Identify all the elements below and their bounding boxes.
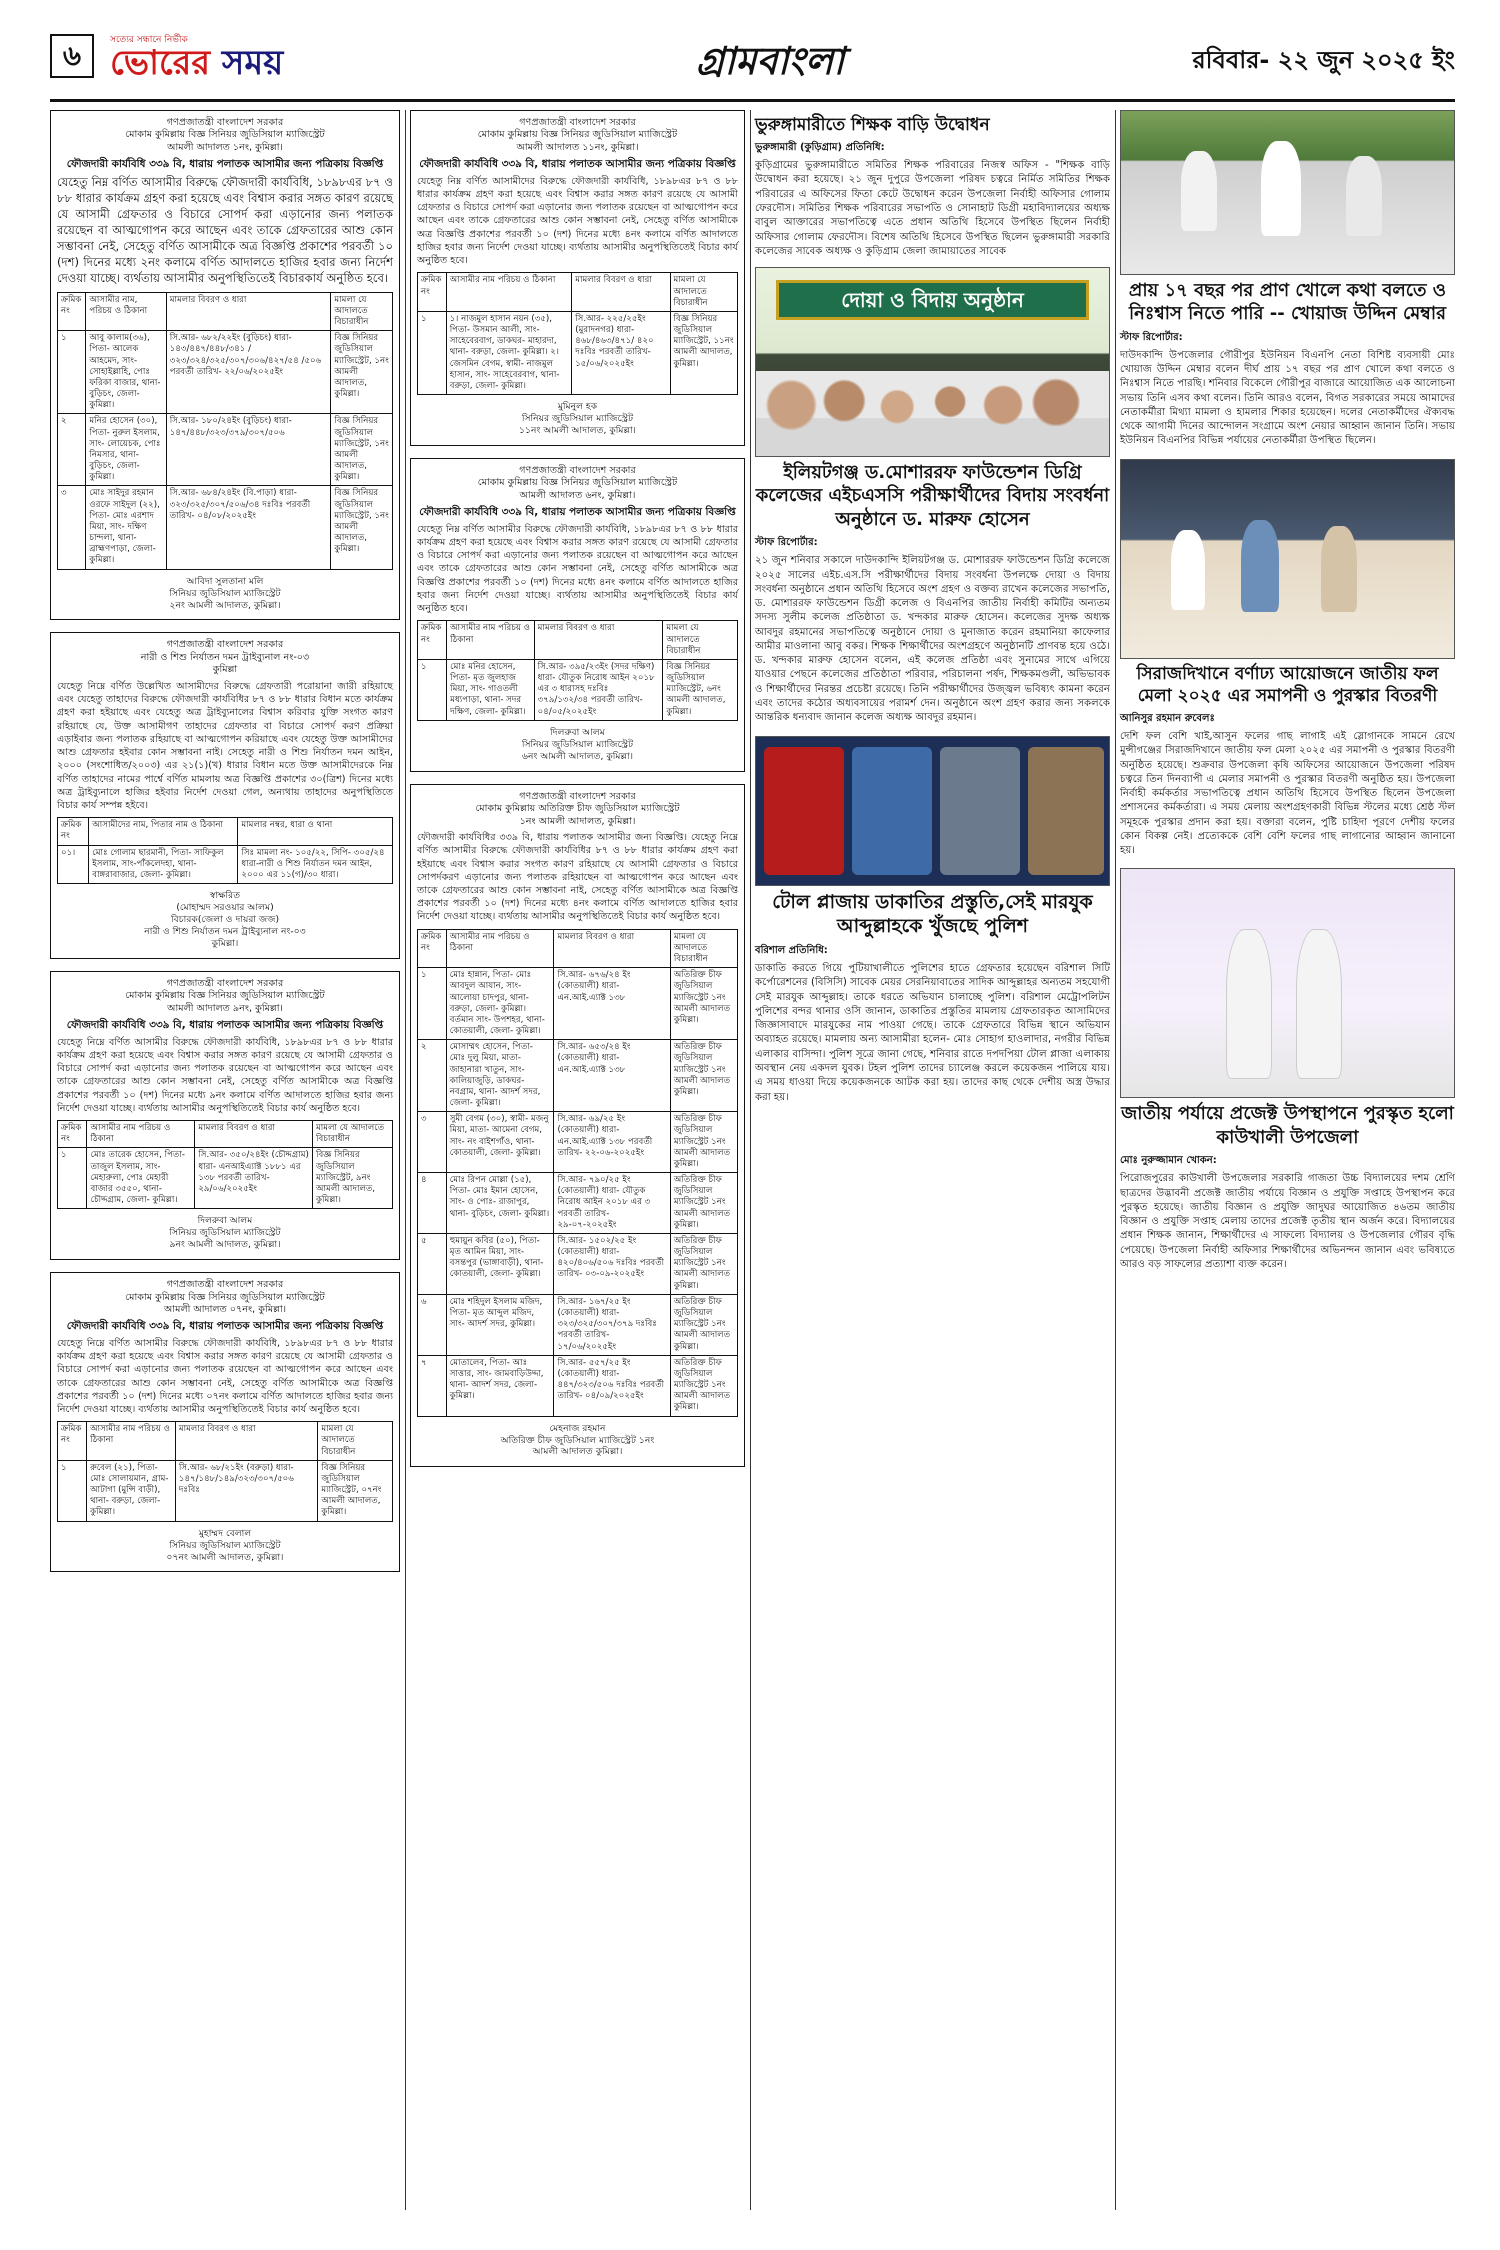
table-cell: মোতালেব, পিতা- আঃ সাত্তার, সাং- জামবাড়িউদ্দা, থানা- আদর্শ সদর, জেলা- কুমিল্লা। bbox=[446, 1355, 554, 1416]
story-body: কুড়িগ্রামের ভুরুঙ্গামারীতে সমিতির শিক্ষক পরিবারের নিজস্ব অফিস - "শিক্ষক বাড়ি উদ্বোধন করা হয়েছে। ২১ জুন দুপুরে উপজেলা পরিষদ চত্বরে নির্মিত সমিতির শিক্ষক পরিবারের এ অফিসের ফিতা কেটে উদ্বোধন করেন উপজেলা নির্বাহী অফিসার গোলাম ফেরদৌস। সমিতির শিক্ষক পরিবারের সভাপতি ও সোনাহাট ডিগ্রী মহাবিদ্যালয়ের অধ্যক্ষ বাবুল আক্তারের সভাপতিত্বে এতে প্রধান অতিথি হিসেবে উপস্থিত ছিলেন নির্বাহী অফিসার গোলাম ফেরদৌস। বিশেষ অতিথি হিসেবে উপস্থিত ছিলেন ভুরুঙ্গামারী সরকারি কলেজের সাবেক অধ্যক্ষ ও কুড়িগ্রাম জেলা জামায়াতের সাবেক bbox=[755, 160, 1110, 257]
notice-header: গণপ্রজাতন্ত্রী বাংলাদেশ সরকার মোকাম কুমিল্লায় বিজ্ঞ সিনিয়র জুডিসিয়াল ম্যাজিস্ট্রেট আমলী আদালত ১১নং, কুমিল্লা। bbox=[477, 117, 678, 153]
masthead bbox=[50, 28, 1455, 102]
person-figure bbox=[1296, 929, 1342, 1079]
legal-notice[interactable] bbox=[410, 784, 745, 1468]
column-divider bbox=[750, 110, 751, 2210]
photo-award-students bbox=[1120, 868, 1455, 1098]
notice-body: যেহেতু নিম্নে বর্ণিত আসামীর বিরুদ্ধে ফৌজদারী কার্যবিধি, ১৮৯৮এর ৮৭ ও ৮৮ ধারার কার্যক্রম গ্রহণ করা হয়েছে এবং বিশ্বাস করার সঙ্গত কারণ রয়েছে যে আসামী গ্রেফতার ও বিচারে সোপর্দ করা এড়ানোর জন্য পলাতক রয়েছেন বা আত্মগোপন করে আছেন এবং তাকে গ্রেফতারের আশু কোন সম্ভাবনা নেই, সেহেতু বর্ণিত আসামীকে অত্র বিজ্ঞপ্তি প্রকাশের পরবর্তী ১০ (দশ) দিনের মধ্যে ০৭নং কলামে বর্ণিত আদালতে হাজির হবার জন্য নির্দেশ দেওয়া যাচ্ছে। ব্যর্থতায় আসামীর অনুপস্থিতিতেই বিচার কার্য অনুষ্ঠিত হবে। bbox=[57, 1337, 393, 1416]
notice-title: ফৌজদারী কার্যবিধি ৩৩৯ বি, ধারায় পলাতক আসামীর জন্য পত্রিকায় বিজ্ঞপ্তি bbox=[419, 158, 736, 171]
table-cell: ১ bbox=[58, 331, 86, 414]
table-cell: ২ bbox=[58, 414, 86, 486]
notice-header: গণপ্রজাতন্ত্রী বাংলাদেশ সরকার মোকাম কুমিল্লায় বিজ্ঞ সিনিয়র জুডিসিয়াল ম্যাজিস্ট্রেট আমলী আদালত ৯নং, কুমিল্লা। bbox=[125, 977, 325, 1014]
table-cell: ১ bbox=[418, 968, 447, 1040]
table-cell: বিজ্ঞ সিনিয়র জুডিসিয়াল ম্যাজিস্ট্রেট, ১১নং আমলী আদালত, কুমিল্লা। bbox=[670, 311, 737, 394]
person-figure bbox=[1171, 530, 1205, 610]
table-cell: হুমায়ুন কবির (৫০), পিতা- মৃত আমিন মিয়া, সাং- বসন্তপুর (ভাঙ্গাবাড়ী), থানা- কোতয়ালী, জেলা- কুমিল্লা। bbox=[446, 1233, 554, 1294]
column-header: আসামীদের নাম, পিতার নাম ও ঠিকানা bbox=[89, 818, 238, 845]
column-header: ক্রমিক নং bbox=[418, 273, 447, 312]
table-row bbox=[58, 486, 393, 569]
notice-body: ফৌজদারী কার্যবিধির ৩৩৯ বি, ধারায় পলাতক আসামীর জন্য বিজ্ঞপ্তি। যেহেতু নিম্নে বর্ণিত আসামীর বিরুদ্ধে ফৌজদারী কার্যবিধির ৮৭ ও ৮৮ ধারার কার্যক্রম গ্রহণ করা হইয়াছে এবং বিশ্বাস করার সংগত কারণ রহিয়াছে যে আসামী গ্রেফতার ও বিচারে সোপর্দকরণ এড়ানোর জন্য পলাতক রহিয়াছেন বা আত্মগোপন করে আছেন এবং তাকে গ্রেফতারের আশু কোন সম্ভাবনা নাই, সেহেতু বর্ণিত আসামীকে অত্র বিজ্ঞপ্তি প্রকাশের পরবর্তী ১০ (দশ) দিনের মধ্যে ৪নং কলামে বর্ণিত আদালতে হাজির হবার নির্দেশ দেওয়া যাচ্ছে। ব্যর্থতায় আসামীর অনুপস্থিতিতেই বিচার কার্য অনুষ্ঠিত হবে। bbox=[417, 832, 738, 923]
notice-title: ফৌজদারী কার্যবিধি ৩৩৯ বি, ধারায় পলাতক আসামীর জন্য পত্রিকায় বিজ্ঞপ্তি bbox=[66, 1019, 384, 1032]
table-header-row bbox=[418, 929, 738, 968]
table-cell: বিজ্ঞ সিনিয়র জুডিসিয়াল ম্যাজিস্ট্রেট, ১নং আমলী আদালত, কুমিল্লা। bbox=[331, 486, 393, 569]
table-cell: ৪ bbox=[418, 1173, 447, 1234]
notice-table bbox=[417, 929, 738, 1417]
story-headline: জাতীয় পর্যায়ে প্রজেক্ট উপস্থাপনে পুরস্কৃত হলো কাউখালী উপজেলা bbox=[1121, 1103, 1454, 1148]
person-figure bbox=[1241, 520, 1279, 612]
story-body: দেশি ফল বেশি খাই,আসুন ফলের গাছ লাগাই এই স্লোগানকে সামনে রেখে মুন্সীগঞ্জের সিরাজদিখানে জাতীয় ফল মেলা ২০২৫ এর সমাপনী ও পুরস্কার বিতরণী অনুষ্ঠিত হয়েছে। শুক্রবার উপজেলা কৃষি অফিসের আয়োজনে উপজেলা পরিষদ চত্বরে তিন দিনব্যাপী এ মেলার সমাপনী ও পুরস্কার বিতরণী অনুষ্ঠিত হয়। উপজেলা নির্বাহী কর্মকর্তার সভাপতিত্বে প্রধান অতিথি হিসেবে উপস্থিত ছিলেন উপজেলা প্রশাসনের কর্মকর্তারা। এ সময় মেলায় অংশগ্রহণকারী বিভিন্ন স্টলের মধ্যে শ্রেষ্ঠ স্টল সমূহকে পুরস্কার প্রদান করা হয়। বক্তারা বলেন, পুষ্টি চাহিদা পূরণে দেশীয় ফলের কোন বিকল্প নেই। প্রত্যেককে বেশি বেশি ফলের গাছ লাগানোর আহ্বান জানানো হয়। bbox=[1120, 730, 1455, 857]
column-header: আসামীর নাম পরিচয় ও ঠিকানা bbox=[87, 1121, 195, 1148]
table-cell: মনির হোসেন (৩০), পিতা- নুরুল ইসলাম, সাং- লোয়েচক, পোঃ নিমসার, থানা- বুড়িচং, জেলা- কুমিল্লা। bbox=[86, 414, 166, 486]
column-header: ক্রমিক নং bbox=[58, 1121, 87, 1148]
table-cell: বিজ্ঞ সিনিয়র জুডিসিয়াল ম্যাজিস্ট্রেট, ০৭নং আমলী আদালত, কুমিল্লা। bbox=[318, 1460, 393, 1521]
logo-name bbox=[110, 44, 283, 82]
table-cell: ১। নাজমুল হাসান নয়ন (৩৫), পিতা- উসমান আলী, সাং- সাহেবেরবাগ, ডাকঘর- মাহারদা, থানা- বরুড়া, জেলা- কুমিল্লা। ২। জেসমিন বেগম, স্বামী- নাজমুল হাসান, সাং- সাহেবেরবাগ, থানা- বরুড়া, জেলা- কুমিল্লা। bbox=[446, 311, 572, 394]
column-header: মামলার নম্বর, ধারা ও থানা bbox=[238, 818, 393, 845]
story-byline: ভুরুঙ্গামারী (কুড়িগ্রাম) প্রতিনিধি: bbox=[755, 142, 885, 154]
legal-notice[interactable] bbox=[50, 971, 400, 1260]
table-cell: সি.আর- ৬৮/২১ইং (বরুড়া) ধারা- ১৪৭/১৪৮/১৪৯/৩২৩/৩০৭/৫০৬ দঃবিঃ bbox=[175, 1460, 318, 1521]
person-figure bbox=[1346, 156, 1382, 236]
table-row bbox=[418, 1112, 738, 1173]
table-row bbox=[58, 331, 393, 414]
newspaper-logo[interactable] bbox=[110, 32, 360, 84]
crowd-graphic bbox=[756, 371, 1109, 456]
table-header-row bbox=[58, 818, 393, 845]
table-cell: মোঃ সাইদুর রহমান ওরফে সাইদুল (২২), পিতা- মোঃ এরশাদ মিয়া, সাং- দক্ষিণ চান্দলা, থানা- ব্রাহ্মণপাড়া, জেলা- কুমিল্লা। bbox=[86, 486, 166, 569]
table-row bbox=[58, 414, 393, 486]
table-cell: রুবেল (২১), পিতা- মোঃ সোলায়মান, গ্রাম- আটাগা (মুন্সি বাড়ী), থানা- বরুড়া, জেলা- কুমিল্লা। bbox=[87, 1460, 176, 1521]
portrait-photo bbox=[764, 747, 844, 875]
legal-notice[interactable] bbox=[50, 1272, 400, 1572]
story-body: ডাকাতি করতে গিয়ে পুটিয়াখালীতে পুলিশের হাতে গ্রেফতার হয়েছেন বরিশাল সিটি কর্পোরেশনের (বিসিসি) সাবেক মেয়র সেরনিয়াবাতের সাদিক আব্দুল্লাহর অন্যতম সহযোগী সেই মারযুক আব্দুল্লাহ। তাকে ধরতে অভিযান চালাচ্ছে পুলিশ। বরিশাল মেট্রোপলিটন পুলিশের বন্দর থানার ওসি জানান, ডাকাতির প্রস্তুতির মামলায় গ্রেফতারকৃত আসামিদের জিজ্ঞাসাবাদে মারযুকের নাম পাওয়া গেছে। তাকে গ্রেফতারে বিভিন্ন স্থানে অভিযান অব্যাহত রয়েছে। মামলায় অন্য আসামীরা হলেন- মোঃ সোহাগ হাওলাদার, নগরীর বিভিন্ন এলাকার বাসিন্দা। পুলিশ সূত্রে জানা গেছে, শনিবার রাতে দপদপিয়া টোল প্লাজা এলাকায় অবস্থান নেয় একদল যুবক। টহল পুলিশ তাদের চ্যালেঞ্জ করলে কয়েকজন পালিয়ে যায়। এ সময় ধাওয়া দিয়ে কয়েকজনকে আটক করা হয়। তাদের কাছ থেকে দেশীয় অস্ত্র উদ্ধার করা হয়। bbox=[755, 962, 1110, 1103]
column-legal-notices-2 bbox=[410, 110, 745, 1479]
notice-title: ফৌজদারী কার্যবিধি ৩৩৯ বি, ধারায় পলাতক আসামীর জন্য পত্রিকায় বিজ্ঞপ্তি bbox=[419, 506, 736, 519]
table-row bbox=[418, 1294, 738, 1355]
notice-table bbox=[57, 817, 393, 884]
logo-tagline: সত্যের সন্ধানে নির্ভীক bbox=[110, 35, 188, 45]
table-cell: মোঃ হান্নান, পিতা- মোঃ আবদুল আযান, সাং- আলোয়া চাদপুর, থানা- বরুড়া, জেলা- কুমিল্লা। বর্তমান সাং- উপশহর, থানা- কোতয়ালী, জেলা- কুমিল্লা। bbox=[446, 968, 554, 1040]
table-cell: বিজ্ঞ সিনিয়র জুডিসিয়াল ম্যাজিস্ট্রেট, ৯নং আমলী আদালত, কুমিল্লা। bbox=[313, 1148, 393, 1209]
table-cell: সি.আর- ৭৯০/২৫ ইং (কোতয়ালী) ধারা- যৌতুক নিরোধ আইন ২০১৮ এর ৩ পরবর্তী তারিখ- ২৯-০৭-২০২৫ইং bbox=[554, 1173, 670, 1234]
photo-fruit-fair bbox=[1120, 459, 1455, 659]
table-cell: ৫ bbox=[418, 1233, 447, 1294]
column-header: মামলার বিবরণ ও ধারা bbox=[166, 292, 331, 331]
table-row bbox=[418, 1040, 738, 1112]
story-kaukhali[interactable] bbox=[1120, 1102, 1455, 1272]
column-header: আসামীর নাম পরিচয় ও ঠিকানা bbox=[87, 1422, 176, 1461]
notice-title: ফৌজদারী কার্যবিধি ৩৩৯ বি, ধারায় পলাতক আসামীর জন্য পত্রিকায় বিজ্ঞপ্তি bbox=[66, 1320, 384, 1333]
table-cell: অতিরিক্ত চীফ জুডিসিয়াল ম্যাজিস্ট্রেট ১নং আমলী আদালত কুমিল্লা। bbox=[670, 1233, 737, 1294]
table-cell: সি.আর- ১৫০২/২৫ ইং (কোতয়ালী) ধারা- ৪২০/৪০৬/৫০৬ দঃবিঃ পরবর্তী তারিখ- ০৩-০৯-২০২৫ইং bbox=[554, 1233, 670, 1294]
column-header: ক্রমিক নং bbox=[58, 818, 89, 845]
table-cell: অতিরিক্ত চীফ জুডিসিয়াল ম্যাজিস্ট্রেট ১নং আমলী আদালত কুমিল্লা। bbox=[670, 1355, 737, 1416]
story-toll-plaza[interactable] bbox=[755, 890, 1110, 1105]
table-cell: ১ bbox=[58, 1460, 87, 1521]
portrait-photo bbox=[1028, 747, 1104, 875]
logo-name-a: ভোরের bbox=[110, 43, 211, 83]
notice-body: যেহেতু নিম্নে বর্ণিত উল্লেখিত আসামীদের বিরুদ্ধে গ্রেফতারী পরোয়ানা জারী রহিয়াছে এবং যেহেতু তাহাদের বিরুদ্ধে ফৌজদারী কার্যবিধির ৮৭ ও ৮৮ ধারার বিধান মতে কার্যক্রম গ্রহণ করা হইয়াছে এবং যেহেতু অত্র ট্রাইব্যুনালের বিশ্বাস করিবার যুক্তি সংগত কারণ রহিয়াছে যে, উক্ত আসামীগণ তাহাদের গ্রেফতার বা বিচারে সোপর্দ করণ প্রক্রিয়া এড়াইবার জন্য পলাতক রহিয়াছে বা আত্মগোপন করিয়াছে এবং যেহেতু উক্ত আসামীদের আশু গ্রেফতার হইবার কোন সম্ভাবনা নাই। সেহেতু নারী ও শিশু নির্যাতন দমন আইন, ২০০০ (সংশোধিত/২০০৩) এর ২১(১)(খ) ধারার বিধান মতে উক্ত আসামীদেরকে নিম্ন বর্ণিত তাহাদের নামের পার্শ্বে বর্ণিত মামলায় অত্র বিজ্ঞপ্তি প্রকাশের ৩০(ত্রিশ) দিনের মধ্যে অত্র ট্রাইব্যুনালে হাজির হইবার নির্দেশ দেওয়া গেল, অন্যথায় তাহাদের অনুপস্থিতিতে বিচার কার্য সম্পন্ন হইবে। bbox=[57, 680, 393, 811]
table-cell: ৩ bbox=[418, 1112, 447, 1173]
notice-body: যেহেতু নিম্ন বর্ণিত আসামীর বিরুদ্ধে ফৌজদারী কার্যবিধি, ১৮৯৮এর ৮৭ ও ৮৮ ধারার কার্যক্রম গ্রহণ করা হয়েছে এবং বিশ্বাস করার সঙ্গত কারণ রয়েছে যে আসামী গ্রেফতার ও বিচারে সোপর্দ করা এড়ানোর জন্য পলাতক রয়েছেন বা আত্মগোপন করে আছেন এবং তাকে গ্রেফতারের আশু কোন সম্ভাবনা নেই, সেহেতু বর্ণিত আসামীকে অত্র বিজ্ঞপ্তি প্রকাশের পরবর্তী ১০ (দশ) দিনের মধ্যে ২নং কলামে বর্ণিত আদালতে হাজির হবার জন্য নির্দেশ দেওয়া যাচ্ছে। ব্যর্থতায় আসামীর অনুপস্থিতিতেই বিচারকার্য অনুষ্ঠিত হবে। bbox=[57, 174, 393, 285]
portrait-photo bbox=[940, 747, 1020, 875]
notice-signature: মুহাম্মদ বেলাল সিনিয়র জুডিসিয়াল ম্যাজিস্ট্রেট ০৭নং আমলী আদালত, কুমিল্লা। bbox=[166, 1527, 284, 1563]
notice-signature: স্বাক্ষরিত (মোহাম্মদ সরওয়ার আলম) বিচারক(জেলা ও দায়রা জজ) নারী ও শিশু নির্যাতন দমন ট্রাইব্যুনাল নং-০৩ কুমিল্লা। bbox=[144, 890, 306, 949]
date-line: রবিবার- ২২ জুন ২০২৫ ইং bbox=[1192, 46, 1455, 74]
table-header-row bbox=[58, 1121, 393, 1148]
table-cell: অতিরিক্ত চীফ জুডিসিয়াল ম্যাজিস্ট্রেট ১নং আমলী আদালত কুমিল্লা। bbox=[670, 1294, 737, 1355]
table-row bbox=[418, 968, 738, 1040]
column-header: আসামীর নাম পরিচয় ও ঠিকানা bbox=[446, 273, 572, 312]
logo-name-b: সময় bbox=[221, 43, 284, 83]
legal-notice[interactable] bbox=[410, 110, 745, 446]
table-cell: আবু কালাম(৩৬), পিতা- আলেক আহমেদ, সাং- সোহাইল্লাহি, পোঃ ফরিকা বাজার, থানা- বুড়িচং, জেলা- কুমিল্লা। bbox=[86, 331, 166, 414]
table-cell: বিজ্ঞ সিনিয়র জুডিসিয়াল ম্যাজিস্ট্রেট, ১নং আমলী আদালত, কুমিল্লা। bbox=[331, 414, 393, 486]
column-header: মামলা যে আদালতে বিচারাধীন bbox=[318, 1422, 393, 1461]
table-cell: ১ bbox=[58, 1148, 87, 1209]
legal-notice[interactable] bbox=[50, 110, 400, 620]
column-header: মামলার বিবরণ ও ধারা bbox=[534, 621, 663, 660]
photo-farewell-event bbox=[755, 267, 1110, 457]
column-header: মামলার বিবরণ ও ধারা bbox=[572, 273, 670, 312]
column-divider bbox=[1115, 110, 1116, 2210]
table-cell: মোঃ মনির হোসেন, পিতা- মৃত জুলহাজ মিয়া, সাং- গাওতলী মধ্যপাড়া, থানা- সদর দক্ষিণ, জেলা- কুমিল্লা। bbox=[447, 659, 535, 720]
photo-suspects bbox=[755, 736, 1110, 886]
person-figure bbox=[1181, 151, 1217, 231]
column-header: মামলা যে আদালতে বিচারাধীন bbox=[331, 292, 393, 331]
table-header-row bbox=[418, 273, 738, 312]
column-header: মামলা যে আদালতে বিচারাধীন bbox=[670, 929, 737, 968]
table-row bbox=[58, 1148, 393, 1209]
table-cell: সি.আর- ৬৫৩/২৪ ইং (কোতয়ালী) ধারা- এন.আই.এ্যাক্ট ১৩৮ bbox=[554, 1040, 670, 1112]
table-row bbox=[418, 1355, 738, 1416]
notice-body: যেহেতু নিম্নে বর্ণিত আসামীর বিরুদ্ধে ফৌজদারী কার্যবিধি, ১৮৯৮এর ৮৭ ও ৮৮ ধারার কার্যক্রম গ্রহণ করা হয়েছে এবং বিশ্বাস করার সঙ্গত কারণ রয়েছে যে আসামী গ্রেফতার ও বিচারে সোপর্দ করা এড়ানোর জন্য পলাতক রয়েছেন বা আত্মগোপন করে আছেন এবং তাকে গ্রেফতারের আশু কোন সম্ভাবনা নেই, সেহেতু বর্ণিত আসামীকে অত্র বিজ্ঞপ্তি প্রকাশের পরবর্তী ১০ (দশ) দিনের মধ্যে ৯নং কলামে বর্ণিত আদালতে হাজির হবার জন্য নির্দেশ দেওয়া যাচ্ছে। ব্যর্থতায় আসামীর অনুপস্থিতিতেই বিচার কার্য অনুষ্ঠিত হবে। bbox=[57, 1036, 393, 1114]
column-header: আসামীর নাম, পরিচয় ও ঠিকানা bbox=[86, 292, 166, 331]
table-cell: সি.আর- ৩৫০/২৪ইং (চৌদ্দগ্রাম) ধারা- এনআইএ্যাক্ট ১৮৮১ এর ১৩৮ পরবর্তী তারিখ- ২৯/০৬/২০২৫ইং bbox=[195, 1148, 313, 1209]
page-number: ৬ bbox=[50, 34, 94, 78]
table-row bbox=[58, 845, 393, 884]
table-cell: সি.আর- ৩৯৫/২৩ইং (সদর দক্ষিণ) ধারা- যৌতুক নিরোধ আইন ২০১৮ এর ৩ ধারাসহ দঃবিঃ ৩৭৯/১৩২/৩৪ পরবর্তী তারিখ- ০৪/০৫/২০২৫ইং bbox=[534, 659, 663, 720]
notice-signature: দিলরুবা আলম সিনিয়র জুডিসিয়াল ম্যাজিস্ট্রেট ৯নং আমলী আদালত, কুমিল্লা। bbox=[169, 1215, 281, 1251]
notice-signature: মুমিনুল হক সিনিয়র জুডিসিয়াল ম্যাজিস্ট্রেট ১১নং আমলী আদালত, কুমিল্লা। bbox=[519, 401, 636, 437]
table-cell: ৩ bbox=[58, 486, 86, 569]
column-header: ক্রমিক নং bbox=[418, 621, 447, 660]
story-byline: বরিশাল প্রতিনিধি: bbox=[755, 944, 828, 956]
table-cell: মোঃ শহিদুল ইসলাম মজিদ, পিতা- মৃত আব্দুল মজিদ, সাং- আদর্শ সদর, কুমিল্লা। bbox=[446, 1294, 554, 1355]
column-header: মামলা যে আদালতে বিচারাধীন bbox=[663, 621, 738, 660]
table-cell: সি.আর- ৬৮৪/২৪ইং (বি.পাড়া) ধারা- ৩২৩/৩২৫/৩০৭/৫০৬/৩৪ দঃবিঃ পরবর্তী তারিখ- ০৪/০৮/২০২৫ইং bbox=[166, 486, 331, 569]
notice-header: গণপ্রজাতন্ত্রী বাংলাদেশ সরকার মোকাম কুমিল্লায় বিজ্ঞ সিনিয়র জুডিসিয়াল ম্যাজিস্ট্রেট আমলী আদালত ০৭নং, কুমিল্লা। bbox=[125, 1279, 325, 1316]
story-headline: ভুরুঙ্গামারীতে শিক্ষক বাড়ি উদ্বোধন bbox=[755, 115, 990, 135]
column-header: মামলার বিবরণ ও ধারা bbox=[554, 929, 670, 968]
table-cell: সি.আর- ৬৮২/২২ইং (বুড়িচং) ধারা- ১৪৩/৪৪৭/৪৪৮/৩৪১ /৩২৩/৩২৪/৩২৫/৩০৭/৩০৬/৪২৭/৫৪ /৫০৬ পরবর্তী তারিখ- ২২/০৬/২০২৫ইং bbox=[166, 331, 331, 414]
notice-body: যেহেতু নিম্ন বর্ণিত আসামীদের বিরুদ্ধে ফৌজদারী কার্যবিধি, ১৮৯৮এর ৮৭ ও ৮৮ ধারার কার্যক্রম গ্রহণ করা হয়েছে এবং বিশ্বাস করার সঙ্গত কারণ রয়েছে যে আসামী গ্রেফতার ও বিচারে সোপর্দ করা এড়ানোর জন্য পলাতক রয়েছেন বা আত্মগোপন করে আছেন এবং তাকে গ্রেফতারের আশু কোন সম্ভাবনা নেই, সেহেতু বর্ণিত আসামীকে অত্র বিজ্ঞপ্তি প্রকাশের পরবর্তী ১০ (দশ) দিনের মধ্যে ৪নং কলামে বর্ণিত আদালতে হাজির হবার জন্য নির্দেশ দেওয়া যাচ্ছে। ব্যর্থতায় আসামীর অনুপস্থিতিতেই বিচার কার্য অনুষ্ঠিত হবে। bbox=[417, 175, 738, 267]
section-title: গ্রামবাংলা bbox=[695, 38, 845, 83]
story-teacher-house[interactable] bbox=[755, 114, 1110, 259]
table-cell: সুমী বেগম (৩০), স্বামী- মজনু মিয়া, মাতা- আমেনা বেগম, সাং- নং বাইশগাঁও, থানা- কোতয়ালী, জেলা- কুমিল্লা। bbox=[446, 1112, 554, 1173]
table-cell: সি.আর- ৬৭৬/২৪ ইং (কোতয়ালী) ধারা- এন.আই.এ্যাক্ট ১৩৮ bbox=[554, 968, 670, 1040]
table-row bbox=[418, 1233, 738, 1294]
table-cell: অতিরিক্ত চীফ জুডিসিয়াল ম্যাজিস্ট্রেট ১নং আমলী আদালত কুমিল্লা। bbox=[670, 1040, 737, 1112]
table-cell: সি.আর- ২২৫/২৫ইং (মুরাদনগর) ধারা- ৪৬৮/৪৬৩/৪৭১/ ৪২০ দঃবিঃ পরবর্তী তারিখ- ১৫/০৬/২০২৫ইং bbox=[572, 311, 670, 394]
table-cell: অতিরিক্ত চীফ জুডিসিয়াল ম্যাজিস্ট্রেট ১নং আমলী আদালত কুমিল্লা। bbox=[670, 1173, 737, 1234]
table-header-row bbox=[58, 1422, 393, 1461]
story-byline: স্টাফ রিপোর্টার: bbox=[1120, 331, 1183, 343]
story-byline: আনিসুর রহমান রুবেলঃ bbox=[1120, 712, 1215, 724]
column-header: ক্রমিক নং bbox=[58, 1422, 87, 1461]
table-header-row bbox=[418, 621, 738, 660]
notice-table bbox=[417, 620, 738, 720]
notice-signature: আবিদা সুলতানা মলি সিনিয়র জুডিসিয়াল ম্যাজিস্ট্রেট ২নং আমলী আদালত, কুমিল্লা। bbox=[169, 575, 281, 611]
banner-text: দোয়া ও বিদায় অনুষ্ঠান bbox=[776, 280, 1089, 320]
table-cell: মোঃ তারেক হোসেন, পিতা- তাজুল ইসলাম, সাং- মেহারুলা, পোঃ মেহারী বাজার ৩৫৫০, থানা- চৌদ্দগ্রাম, জেলা- কুমিল্লা। bbox=[87, 1148, 195, 1209]
story-fruit-fair[interactable] bbox=[1120, 663, 1455, 859]
column-legal-notices-1 bbox=[50, 110, 400, 1584]
column-divider bbox=[405, 110, 406, 2210]
column-header: ক্রমিক নং bbox=[418, 929, 447, 968]
table-header-row bbox=[58, 292, 393, 331]
table-cell: মোসাম্মৎ হোসেন, পিতা- মোঃ দুলু মিয়া, মাতা- জাহানারা খাতুন, সাং- কালিয়াজুড়ি, ডাকঘর- নবগ্রাম, থানা- আদর্শ সদর, জেলা- কুমিল্লা। bbox=[446, 1040, 554, 1112]
story-headline: টোল প্লাজায় ডাকাতির প্রস্তুতি,সেই মারযুক আব্দুল্লাহকে খুঁজছে পুলিশ bbox=[772, 890, 1093, 938]
notice-table bbox=[417, 272, 738, 395]
story-headline: প্রায় ১৭ বছর পর প্রাণ খোলে কথা বলতে ও নিঃশ্বাস নিতে পারি -- খোয়াজ উদ্দিন মেম্বার bbox=[1128, 280, 1447, 325]
story-farewell[interactable] bbox=[755, 461, 1110, 726]
notice-body: যেহেতু নিম্ন বর্ণিত আসামীর বিরুদ্ধে ফৌজদারী কার্যবিধি, ১৮৯৮এর ৮৭ ও ৮৮ ধারার কার্যক্রম গ্রহণ করা হয়েছে এবং বিশ্বাস করার সঙ্গত কারণ রয়েছে যে আসামী গ্রেফতার ও বিচারে সোপর্দ করা এড়ানোর জন্য পলাতক রয়েছেন বা আত্মগোপন করে আছেন এবং তাকে গ্রেফতারের আশু কোন সম্ভাবনা নেই, সেহেতু বর্ণিত আসামীকে অত্র বিজ্ঞপ্তি প্রকাশের পরবর্তী ১০ (দশ) দিনের মধ্যে ৪নং কলামে বর্ণিত আদালতে হাজির হবার জন্য নির্দেশ দেওয়া যাচ্ছে। ব্যর্থতায় আসামীর অনুপস্থিতিতেই বিচার কার্য অনুষ্ঠিত হবে। bbox=[417, 523, 738, 615]
story-body: ২১ জুন শনিবার সকালে দাউদকান্দি ইলিয়টগঞ্জ ড. মোশাররফ ফাউন্ডেশন ডিগ্রি কলেজে ২০২৫ সালের এইচ.এস.সি পরীক্ষার্থীদের বিদায় সংবর্ধনা উপলক্ষে দোয়া ও বিদায় সংবর্ধনা অনুষ্ঠানে প্রধান অতিথি হিসেবে অংশ গ্রহণ ও বক্তব্য রাখেন কলেজের সভাপতি, ড. মোশাররফ ফাউন্ডেশন ডিগ্রী কলেজ ও বিএনপির জাতীয় নির্বাহী কমিটির অন্যতম সদস্য সুলীম কলেজ প্রতিষ্ঠাতা ড. খন্দকার মারুফ হোসেন। কলেজের সুদক্ষ অধ্যক্ষ আবদুর রহমানের সভাপতিত্বে অনুষ্ঠানে দোয়া ও মুনাজাত করেন রহমানিয়া কাফেলার আমীর মাওলানা আবু বকর। শিক্ষক শিক্ষার্থীদের অংশগ্রহণে অনুষ্ঠানটি প্রাণবন্ত হয়ে ওঠে। ড. খন্দকার মারুফ হোসেন বলেন, এই কলেজ প্রতিষ্ঠা এবং সুনামের সাথে এগিয়ে যাওয়ার পেছনে কলেজের প্রতিষ্ঠাতা পরিবার, পরিচালনা পর্ষদ, শিক্ষকমণ্ডলী, অভিভাবক ও শিক্ষার্থীদের নিরন্তর প্রচেষ্টা রয়েছে। তিনি পরীক্ষার্থীদের উজ্জ্বল ভবিষ্যৎ কামনা করেন এবং তাদের কঠোর অধ্যবসায়ের পরামর্শ দেন। অনুষ্ঠানে অংশ গ্রহণ করার জন্য সকলকে আন্তরিক ধন্যবাদ জানান কলেজ অধ্যক্ষ আবদুর রহমান। bbox=[755, 555, 1110, 724]
person-figure bbox=[1261, 141, 1301, 236]
column-header: আসামীর নাম পরিচয় ও ঠিকানা bbox=[447, 621, 535, 660]
column-header: মামলা যে আদালতে বিচারাধীন bbox=[670, 273, 737, 312]
table-cell: সি.আর- ৬৯/২৫ ইং (কোতয়ালী) ধারা- এন.আই.এ্যাক্ট ১৩৮ পরবর্তী তারিখ- ২২-০৬-২০২৫ইং bbox=[554, 1112, 670, 1173]
notice-header: গণপ্রজাতন্ত্রী বাংলাদেশ সরকার মোকাম কুমিল্লায় অতিরিক্ত চীফ জুডিসিয়াল ম্যাজিস্ট্রেট ১নং আমলী আদালত, কুমিল্লা। bbox=[475, 790, 680, 827]
story-headline: ইলিয়টগঞ্জ ড.মোশাররফ ফাউন্ডেশন ডিগ্রি কলেজের এইচএসসি পরীক্ষার্থীদের বিদায় সংবর্ধনা অনুষ্ঠানে ড. মারুফ হোসেন bbox=[755, 462, 1110, 530]
table-cell: ১ bbox=[418, 659, 447, 720]
table-row bbox=[418, 659, 738, 720]
table-cell: মোঃ রিপন মোল্লা (১৫), পিতা- মোঃ ইমান হোসেন, সাং- ও পোঃ- রাজাপুর, থানা- বুড়িচং, জেলা- কুমিল্লা। bbox=[446, 1173, 554, 1234]
column-header: মামলার বিবরণ ও ধারা bbox=[195, 1121, 313, 1148]
table-row bbox=[418, 311, 738, 394]
table-cell: অতিরিক্ত চীফ জুডিসিয়াল ম্যাজিস্ট্রেট ১নং আমলী আদালত কুমিল্লা। bbox=[670, 968, 737, 1040]
table-cell: সিঃ মামলা নং- ১০৫/২২, সিপি- ৩০৫/২৪ ধারা-নারী ও শিশু নির্যাতন দমন আইন, ২০০০ এর ১১(গ)/৩০ ধারা। bbox=[238, 845, 393, 884]
notice-table bbox=[57, 1120, 393, 1209]
notice-table bbox=[57, 1421, 393, 1521]
person-figure bbox=[1321, 526, 1357, 612]
column-header: ক্রমিক নং bbox=[58, 292, 86, 331]
column-news-main bbox=[755, 110, 1110, 1105]
notice-signature: মেহনাজ রহমান অতিরিক্ত চীফ জুডিসিয়াল ম্যাজিস্ট্রেট ১নং আমলী আদালত কুমিল্লা। bbox=[500, 1422, 655, 1458]
column-header: মামলার বিবরণ ও ধারা bbox=[175, 1422, 318, 1461]
notice-header: গণপ্রজাতন্ত্রী বাংলাদেশ সরকার নারী ও শিশু নির্যাতন দমন ট্রাইব্যুনাল নং-০৩ কুমিল্লা bbox=[140, 639, 310, 676]
table-cell: সি.আর- ১৮০/২৪ইং (বুড়িচং) ধারা- ১৪৭/৪৪৮/৩২৩/৩৭৯/৩০৭/৫০৬ bbox=[166, 414, 331, 486]
table-cell: সি.আর- ১৬৭/২৫ ইং (কোতয়ালী) ধারা- ৩২৩/৩২৫/৩০৭/৩৭৯ দঃবিঃ পরবর্তী তারিখ- ১৭/০৬/২০২৫ইং bbox=[554, 1294, 670, 1355]
person-figure bbox=[1226, 929, 1272, 1079]
column-news-side bbox=[1120, 110, 1455, 1272]
table-cell: ০১। bbox=[58, 845, 89, 884]
table-cell: বিজ্ঞ সিনিয়র জুডিসিয়াল ম্যাজিস্ট্রেট, ১নং আমলী আদালত, কুমিল্লা। bbox=[331, 331, 393, 414]
story-headline: সিরাজদিখানে বর্ণাঢ্য আয়োজনে জাতীয় ফল মেলা ২০২৫ এর সমাপনী ও পুরস্কার বিতরণী bbox=[1136, 663, 1439, 706]
notice-title: ফৌজদারী কার্যবিধি ৩৩৯ বি, ধারায় পলাতক আসামীর জন্য পত্রিকায় বিজ্ঞপ্তি bbox=[66, 158, 384, 171]
story-byline: মোঃ নুরুজ্জামান খোকন: bbox=[1120, 1155, 1217, 1167]
table-cell: বিজ্ঞ সিনিয়র জুডিসিয়াল ম্যাজিস্ট্রেট, ৬নং আমলী আদালত, কুমিল্লা। bbox=[663, 659, 738, 720]
table-cell: মোঃ গোলাম ছারমানী, পিতা- সাফিকুল ইসলাম, সাং-পাঁকলেদহা, থানা-বাঙ্গরাবাজার, জেলা- কুমিল্লা। bbox=[89, 845, 238, 884]
portrait-photo bbox=[852, 747, 932, 875]
legal-notice[interactable] bbox=[50, 632, 400, 958]
photo-rally bbox=[1120, 110, 1455, 275]
table-cell: অতিরিক্ত চীফ জুডিসিয়াল ম্যাজিস্ট্রেট ১নং আমলী আদালত কুমিল্লা। bbox=[670, 1112, 737, 1173]
story-khoaj-uddin[interactable] bbox=[1120, 279, 1455, 449]
notice-header: গণপ্রজাতন্ত্রী বাংলাদেশ সরকার মোকাম কুমিল্লায় বিজ্ঞ সিনিয়র জুডিসিয়াল ম্যাজিস্ট্রেট আমলী আদালত ৬নং, কুমিল্লা। bbox=[477, 464, 678, 501]
notice-signature: দিলরুবা আলম সিনিয়র জুডিসিয়াল ম্যাজিস্ট্রেট ৬নং আমলী আদালত, কুমিল্লা। bbox=[521, 726, 634, 762]
table-cell: ৬ bbox=[418, 1294, 447, 1355]
table-row bbox=[418, 1173, 738, 1234]
table-cell: ২ bbox=[418, 1040, 447, 1112]
story-body: পিরোজপুরের কাউখালী উপজেলার সরকারি গাজতা উচ্চ বিদ্যালয়ের দশম শ্রেণি ছাত্রদের উদ্ভাবনী প্রজেক্ট জাতীয় পর্যায়ে বিজ্ঞান ও প্রযুক্তি সপ্তাহে উপস্থাপন করে পুরস্কৃত হয়েছে। জাতীয় বিজ্ঞান ও প্রযুক্তি জাদুঘর আয়োজিত ৪৬তম জাতীয় বিজ্ঞান ও প্রযুক্তি সপ্তাহ মেলায় তাদের প্রজেক্ট তৃতীয় স্থান অর্জন করে। বিদ্যালয়ের প্রধান শিক্ষক জানান, শিক্ষার্থীদের এ সাফল্যে বিদ্যালয় ও উপজেলার গৌরব বৃদ্ধি পেয়েছে। উপজেলা নির্বাহী অফিসার শিক্ষার্থীদের অভিনন্দন জানান এবং ভবিষ্যতে আরও বড় সাফল্যের প্রত্যাশা ব্যক্ত করেন। bbox=[1120, 1173, 1455, 1270]
story-byline: স্টাফ রিপোর্টার: bbox=[755, 537, 818, 549]
table-cell: ৭ bbox=[418, 1355, 447, 1416]
table-row bbox=[58, 1460, 393, 1521]
legal-notice[interactable] bbox=[410, 458, 745, 772]
notice-table bbox=[57, 292, 393, 570]
table-cell: ১ bbox=[418, 311, 447, 394]
notice-header: গণপ্রজাতন্ত্রী বাংলাদেশ সরকার মোকাম কুমিল্লায় বিজ্ঞ সিনিয়র জুডিসিয়াল ম্যাজিস্ট্রেট আমলী আদালত ১নং, কুমিল্লা। bbox=[125, 117, 325, 153]
story-body: দাউদকান্দি উপজেলার গৌরীপুর ইউনিয়ন বিএনপি নেতা বিশিষ্ট ব্যবসায়ী মোঃ খোয়াজ উদ্দিন মেম্বার বলেন দীর্ঘ প্রায় ১৭ বছর পর প্রাণ খোলে কথা বলতে ও নিঃশ্বাস নিতে পারছি। শনিবার বিকেলে গৌরীপুর বাজারে আয়োজিত এক আলোচনা সভায় তিনি এসব কথা বলেন। তিনি আরও বলেন, বিগত সরকারের সময়ে আমাদের নেতাকর্মীরা মিথ্যা মামলা ও হামলার শিকার হয়েছেন। দলের নেতাকর্মীদের ঐক্যবদ্ধ থেকে আগামী দিনের আন্দোলন সংগ্রামে অংশ নেয়ার আহ্বান জানান তিনি। সভায় ইউনিয়ন বিএনপির বিভিন্ন পর্যায়ের নেতাকর্মীরা উপস্থিত ছিলেন। bbox=[1120, 349, 1455, 447]
column-header: মামলা যে আদালতে বিচারাধীন bbox=[313, 1121, 393, 1148]
table-cell: সি.আর- ৫৫৭/২৫ ইং (কোতয়ালী) ধারা- ৪৪৭/৩২৩/৫০৬ দঃবিঃ পরবর্তী তারিখ- ০৪/০৯/২০২৫ইং bbox=[554, 1355, 670, 1416]
column-header: আসামীর নাম পরিচয় ও ঠিকানা bbox=[446, 929, 554, 968]
